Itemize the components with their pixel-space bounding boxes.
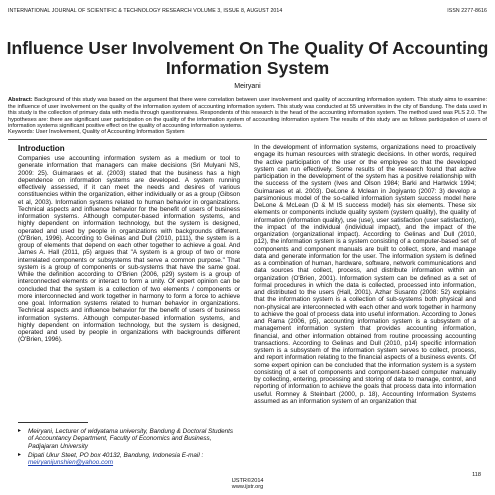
header-divider <box>8 139 487 140</box>
section-heading-introduction: Introduction <box>18 144 65 153</box>
page-footer <box>0 478 495 491</box>
right-column <box>254 144 476 466</box>
journal-issn: ISSN 2277-8616 <box>447 8 487 14</box>
keywords: Keywords: User Involvement, Quality of Accounting Information System <box>8 129 185 135</box>
footnote-divider <box>18 422 88 423</box>
page-number: 118 <box>472 472 481 478</box>
footnote-address: Dipati Ukur Steet, PO box 40132, Bandung, Indonesia E-mail : <box>28 451 204 459</box>
footer-code: IJSTR©2014 <box>231 478 264 484</box>
abstract <box>8 97 487 130</box>
right-paragraph: In the development of information systems, organizations need to proactively engage its human resources with strategic decisions. In other words, required the active participation of the user or the employee so that the developed system can run effectively. Some results of the research found that active participation in the development of the system has a positive relationship with the success of the system (Ives and Olson 1984; Barki and Hartwick 1994; Guimaraes et al. 2003). DeLone & Mclean in Jogiyanto (2007: 3) develop a parsimonious model of the so-called information system success model here DeLone & McLean (D & M IS success model) has six elements. These six elements or components include quality system (system quality), the quality of information (information quality), use (use), user satisfaction (user satisfaction), the impact of the individual (individual impact), and the impact of the organization (organizational impact). According to Gelinas and Dull (2010, p12), the information system is a system consisting of a computer-based set of components and component manuals are built to collect, store, and manage data and generate information for the user. The information system is defined as a combination of human, hardware, software, network communications and data sources that collect, process, and distribute information within an organization (O'Brien, 2001). Information system can be defined as a set of formal procedures in which the data is collected, processed into information, and distributed to the users (Hall, 2001). Azhar Susanto (2008: 52) explains that the information system is a collection of sub-systems both physical and non-physical are interconnected with each other and work together in harmony to achieve the goal of process data into useful information. According to Jones and Rama (2006, p5), accounting information system is a subsystem of a management information system that provides accounting information, financial, and other information obtained from routine processing accounting transactions. According to Gelinas and Dull (2010, p14) specific information system is a subsystem of the information system serves to collect, process, and report information relating to the financial aspects of a business events. Of some expert opinion can be concluded that the information system is a system consisting of a set of components and component-based computer manually by collecting, entering, processing and storing of data to manage, control, and reporting of information to achieve the goals that process data into information useful. Romney & Steinbart (2000, p. 18), Accounting Information Systems assumed as an information system of an organization that <box>254 144 476 405</box>
left-column <box>18 144 240 414</box>
footnote-affiliation: Meiryani, Lecturer of widyatama university, Bandung & Doctoral Students of Accountancy Department, Faculty of Economics and Business, Padjajaran University <box>28 428 234 450</box>
author-email-link[interactable]: meiryanijunshien@yahoo.com <box>28 459 114 466</box>
footer-site-link[interactable]: www.ijstr.org <box>231 484 264 491</box>
journal-header <box>8 8 487 14</box>
footnotes <box>18 428 240 468</box>
left-paragraph: Companies use accounting information system as a medium or tool to generate information that managers can make decisions (Sri Mulyani NS, 2009: 25). Guimaraes et al. (2003) stated that the business has a high dependence on information systems are developed. A system running effectively assessed, if it can meet the needs and desires of various constituencies within the organization, either individually or as a group (Gibson et al, 2003). Information systems related to human behavior in organizations. Technical aspects and influence behavior for the benefit of users of business information systems. Although computer-based information systems, and highly dependent on information technology, but the system is designed, operated and used by people in organizations with backgrounds different. (O'Brien, 1996). According to Gelinas and Dull (2010, p111), the system is a group of elements that depend on each other together to achieve a goal. And James A. Hall (2011, p5) argues that "A system is a group of two or more interrelated components or subsystems that serve a common purpose." That system is a group of components or sub-systems that have the same goal. While the definition according to O'Brien (2006, p29) system is a group of interconnected elements or interact to form a unity. Of expert opinion can be concluded that the system is a collection of two elements / components or more interconnected and work together in harmony to form a force to achieve one goal. Information systems related to human behavior in organizations. Technical aspects and influence behavior for the benefit of users of business information systems. Although computer-based information systems, and highly dependent on information technology, but the system is designed, operated and used by people in organizations with backgrounds different (O'Brien, 1996). <box>18 155 240 344</box>
journal-name: INTERNATIONAL JOURNAL OF SCIENTIFIC & TECHNOLOGY RESEARCH VOLUME 3, ISSUE 8, AUGUST 2014 <box>8 8 283 14</box>
abstract-label: Abstract: <box>8 97 33 103</box>
paper-author: Meiryani <box>234 83 261 90</box>
abstract-text: Background of this study was based on the argument that there were correlation between user involvement and quality of accounting information system. This study aims to examine: the influence of user involvement on the quality of the information system of accounting information system. This study was conducted at 55 universities in the city of Bandung. The data used in this study is the collection of primary data with media through questionnaires. Respondents of this research is the head of the accounting information system. The method used was PLS 2.0. The hypotheses are: there are significant user participation on the quality of the information system of accounting information system The results of this study are as follows participation of users of information systems significant positive effect on the quality of accounting information systems. <box>8 97 487 130</box>
paper-title: Influence User Involvement On The Quality Of Accounting Information System <box>6 38 489 78</box>
footnote-item <box>18 452 240 467</box>
footnote-item <box>18 428 240 450</box>
